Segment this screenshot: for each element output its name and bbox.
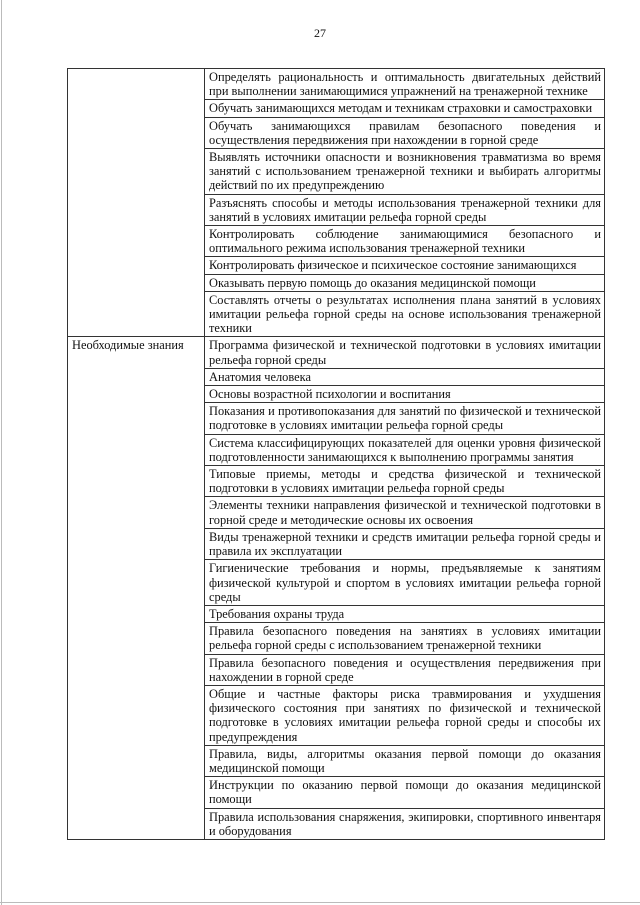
table-cell: Правила безопасного поведения на занятиях в условиях имитации рельефа горной среды с использованием тренажерной техники [205, 623, 605, 654]
table-cell: Контролировать физическое и психическое состояние занимающихся [205, 257, 605, 274]
scan-edge [1, 0, 2, 905]
table-body [68, 69, 605, 840]
table-cell: Общие и частные факторы риска травмирования и ухудшения физического состояния при занятиях по физической и технической подготовке в условиях имитации рельефа горной среды и способы их предупреждения [205, 685, 605, 745]
table-cell: Виды тренажерной техники и средств имитации рельефа горной среды и правила их эксплуатации [205, 528, 605, 559]
table-row [68, 337, 605, 368]
table-cell: Требования охраны труда [205, 605, 605, 622]
table-cell: Обучать занимающихся методам и техникам страховки и самостраховки [205, 100, 605, 117]
section-label [68, 69, 205, 337]
table-cell: Оказывать первую помощь до оказания медицинской помощи [205, 274, 605, 291]
table-cell: Инструкции по оказанию первой помощи до оказания медицинской помощи [205, 777, 605, 808]
table-cell: Анатомия человека [205, 368, 605, 385]
table-cell: Основы возрастной психологии и воспитания [205, 386, 605, 403]
table-cell: Программа физической и технической подготовки в условиях имитации рельефа горной среды [205, 337, 605, 368]
table-cell: Типовые приемы, методы и средства физической и технической подготовки в условиях имитации рельефа горной среды [205, 466, 605, 497]
table-cell: Составлять отчеты о результатах исполнения плана занятий в условиях имитации рельефа горной среды на основе использования тренажерной техники [205, 291, 605, 337]
table-cell: Правила использования снаряжения, экипировки, спортивного инвентаря и оборудования [205, 808, 605, 839]
table-cell: Правила, виды, алгоритмы оказания первой помощи до оказания медицинской помощи [205, 745, 605, 776]
table-cell: Система классифицирующих показателей для оценки уровня физической подготовленности занимающихся к выполнению программы занятия [205, 434, 605, 465]
table-cell: Контролировать соблюдение занимающимися безопасного и оптимального режима использования тренажерной техники [205, 226, 605, 257]
table-cell: Обучать занимающихся правилам безопасного поведения и осуществления передвижения при нахождении в горной среде [205, 117, 605, 148]
table-cell: Выявлять источники опасности и возникновения травматизма во время занятий с использованием тренажерной техники и выбирать алгоритмы действий по их предупреждению [205, 149, 605, 195]
table-cell: Гигиенические требования и нормы, предъявляемые к занятиям физической культурой и спортом в условиях имитации рельефа горной среды [205, 560, 605, 606]
page-number: 27 [314, 26, 326, 40]
table-cell: Показания и противопоказания для занятий по физической и технической подготовке в условиях имитации рельефа горной среды [205, 403, 605, 434]
requirements-table [67, 68, 605, 840]
table-cell: Определять рациональность и оптимальность двигательных действий при выполнении занимающимися упражнений на тренажерной технике [205, 69, 605, 100]
scan-edge-bottom [0, 902, 640, 903]
table-cell: Правила безопасного поведения и осуществления передвижения при нахождении в горной среде [205, 654, 605, 685]
section-label: Необходимые знания [68, 337, 205, 840]
table-row [68, 69, 605, 100]
table-cell: Элементы техники направления физической и технической подготовки в горной среде и методические основы их освоения [205, 497, 605, 528]
table-cell: Разъяснять способы и методы использования тренажерной техники для занятий в условиях имитации рельефа горной среды [205, 194, 605, 225]
